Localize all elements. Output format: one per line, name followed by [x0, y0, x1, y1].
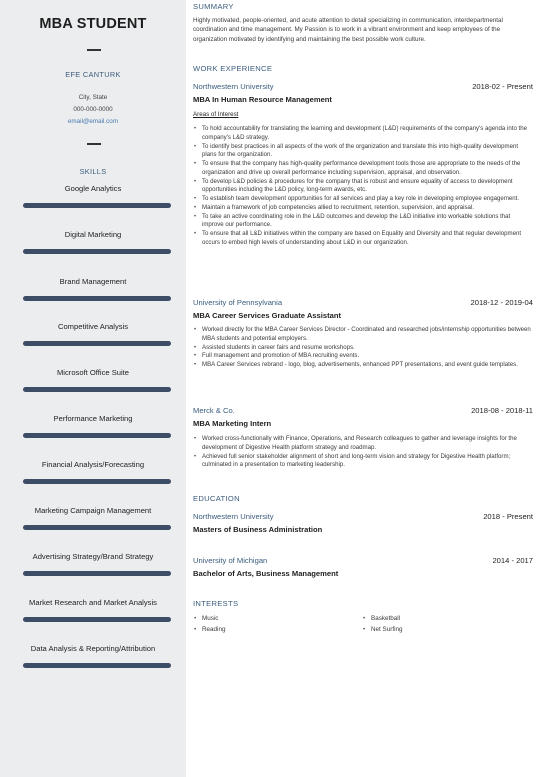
- interest-item: • Music: [193, 615, 218, 622]
- location-text: City, State: [78, 94, 108, 101]
- main-content: [193, 0, 533, 777]
- title-divider: [87, 49, 101, 51]
- skill-level-bar: [23, 433, 171, 438]
- list-item: • To develop L&D policies & procedures for the company that is robust and ensure equality of access to development opportunities including the L&D policy, long-term awards, etc.: [193, 178, 531, 196]
- job-employer: Northwestern University: [193, 82, 274, 91]
- job-employer: University of Pennsylvania: [193, 298, 283, 307]
- education-school: Northwestern University: [193, 512, 274, 521]
- education-heading: EDUCATION: [193, 494, 240, 503]
- skill-label: Google Analytics: [64, 184, 122, 193]
- skill-item: [0, 322, 186, 331]
- list-item: • To take an active coordinating role in the L&D outcomes and develop the L&D initiative into workable solutions that improve our performance.: [193, 213, 531, 231]
- job-role: MBA In Human Resource Management: [193, 95, 332, 104]
- skill-item: [0, 506, 186, 515]
- list-item: • To identify best practices in all aspects of the work of the organization and translate this into high-quality development plans for the organization.: [193, 143, 531, 161]
- list-item: • Maintain a framework of job competencies allied to recruitment, retention, supervision, and appraisal.: [193, 204, 531, 213]
- education-degree: Bachelor of Arts, Business Management: [193, 569, 339, 578]
- education-school: University of Michigan: [193, 556, 268, 565]
- skill-label: Financial Analysis/Forecasting: [41, 460, 145, 469]
- skill-label: Digital Marketing: [64, 230, 122, 239]
- list-item: • Achieved full senior stakeholder alignment of short and long-term vision and strategy for Digestive Health platform; culminated in a presentation to marketing leadership.: [193, 453, 531, 471]
- skill-item: [0, 230, 186, 239]
- skill-level-bar: [23, 341, 171, 346]
- list-item: • To ensure that all L&D initiatives within the company are based on Equality and Diversity and that regular development occurs to embed high levels of understanding about L&D in our organization.: [193, 230, 531, 248]
- list-item: • Worked cross-functionally with Finance, Operations, and Research colleagues to gather and leverage insights for the development of Digestive Health platform strategy and roadmap.: [193, 435, 531, 453]
- job-employer: Merck & Co.: [193, 406, 235, 415]
- job-bullet-list: [193, 326, 531, 370]
- skill-level-bar: [23, 617, 171, 622]
- skills-heading: SKILLS: [79, 167, 107, 176]
- summary-text: Highly motivated, people-oriented, and acute attention to detail specializing in communication, interdepartmental coordination and time management. My Passion is to work in a vibrant environment and keep employees of the organization motivated by identifying and maintaining the best possible work culture.: [193, 17, 503, 43]
- interest-item: • Basketball: [362, 615, 400, 622]
- skill-level-bar: [23, 296, 171, 301]
- sidebar: [0, 0, 186, 777]
- skill-level-bar: [23, 249, 171, 254]
- skill-level-bar: [23, 663, 171, 668]
- skill-item: [0, 552, 186, 561]
- skill-item: [0, 644, 186, 653]
- job-dates: 2018-02 - Present: [472, 82, 533, 91]
- education-degree: Masters of Business Administration: [193, 525, 323, 534]
- skill-level-bar: [23, 479, 171, 484]
- list-item: • To establish team development opportunities for all services and play a key role in developing employee engagement.: [193, 195, 531, 204]
- skill-level-bar: [23, 387, 171, 392]
- experience-heading: WORK EXPERIENCE: [193, 64, 273, 73]
- skill-item: [0, 414, 186, 423]
- interests-heading: INTERESTS: [193, 599, 239, 608]
- skill-label: Competitive Analysis: [57, 322, 129, 331]
- skill-item: [0, 460, 186, 469]
- resume-title: MBA STUDENT: [39, 16, 147, 32]
- job-role: MBA Career Services Graduate Assistant: [193, 311, 341, 320]
- list-item: • Assisted students in career fairs and resume workshops.: [193, 344, 531, 353]
- job-dates: 2018-08 - 2018-11: [471, 406, 533, 415]
- list-item: • Full management and promotion of MBA recruiting events.: [193, 352, 531, 361]
- skill-label: Performance Marketing: [53, 414, 133, 423]
- job-bullet-list: [193, 435, 531, 470]
- interest-item: • Reading: [193, 626, 225, 633]
- list-item: • Worked directly for the MBA Career Services Director - Coordinated and researched jobs/internship opportunities between MBA students and potential employers.: [193, 326, 531, 344]
- person-name: EFE CANTURK: [65, 70, 121, 79]
- education-dates: 2018 - Present: [483, 512, 533, 521]
- skill-label: Advertising Strategy/Brand Strategy: [32, 552, 154, 561]
- skill-item: [0, 277, 186, 286]
- job-role: MBA Marketing Intern: [193, 419, 272, 428]
- list-item: • To hold accountability for translating the learning and development (L&D) requirements of the company's agenda into the company's L&D strategy.: [193, 125, 531, 143]
- list-item: • To ensure that the company has high-quality performance development tools those are appropriate to the needs of the organization and drive up overall performance including supervision, appraisal, and observation.: [193, 160, 531, 178]
- skill-label: Marketing Campaign Management: [34, 506, 152, 515]
- job-dates: 2018-12 - 2019-04: [470, 298, 533, 307]
- skill-label: Data Analysis & Reporting/Attribution: [30, 644, 156, 653]
- summary-heading: SUMMARY: [193, 2, 234, 11]
- email-link[interactable]: email@email.com: [67, 118, 119, 125]
- skill-item: [0, 368, 186, 377]
- skill-label: Market Research and Market Analysis: [29, 598, 157, 607]
- skill-item: [0, 184, 186, 193]
- skill-level-bar: [23, 571, 171, 576]
- contact-divider: [87, 143, 101, 145]
- job-bullet-list: [193, 125, 531, 248]
- skill-label: Brand Management: [59, 277, 127, 286]
- job-subheading: Areas of Interest: [193, 111, 239, 118]
- skill-level-bar: [23, 525, 171, 530]
- education-dates: 2014 - 2017: [492, 556, 533, 565]
- skill-label: Microsoft Office Suite: [56, 368, 130, 377]
- interest-item: • Net Surfing: [362, 626, 403, 633]
- skill-level-bar: [23, 203, 171, 208]
- skill-item: [0, 598, 186, 607]
- phone-text: 000-000-0000: [73, 106, 113, 113]
- list-item: • MBA Career Services rebrand - logo, blog, advertisements, enhanced PPT presentations, and event guide templates.: [193, 361, 531, 370]
